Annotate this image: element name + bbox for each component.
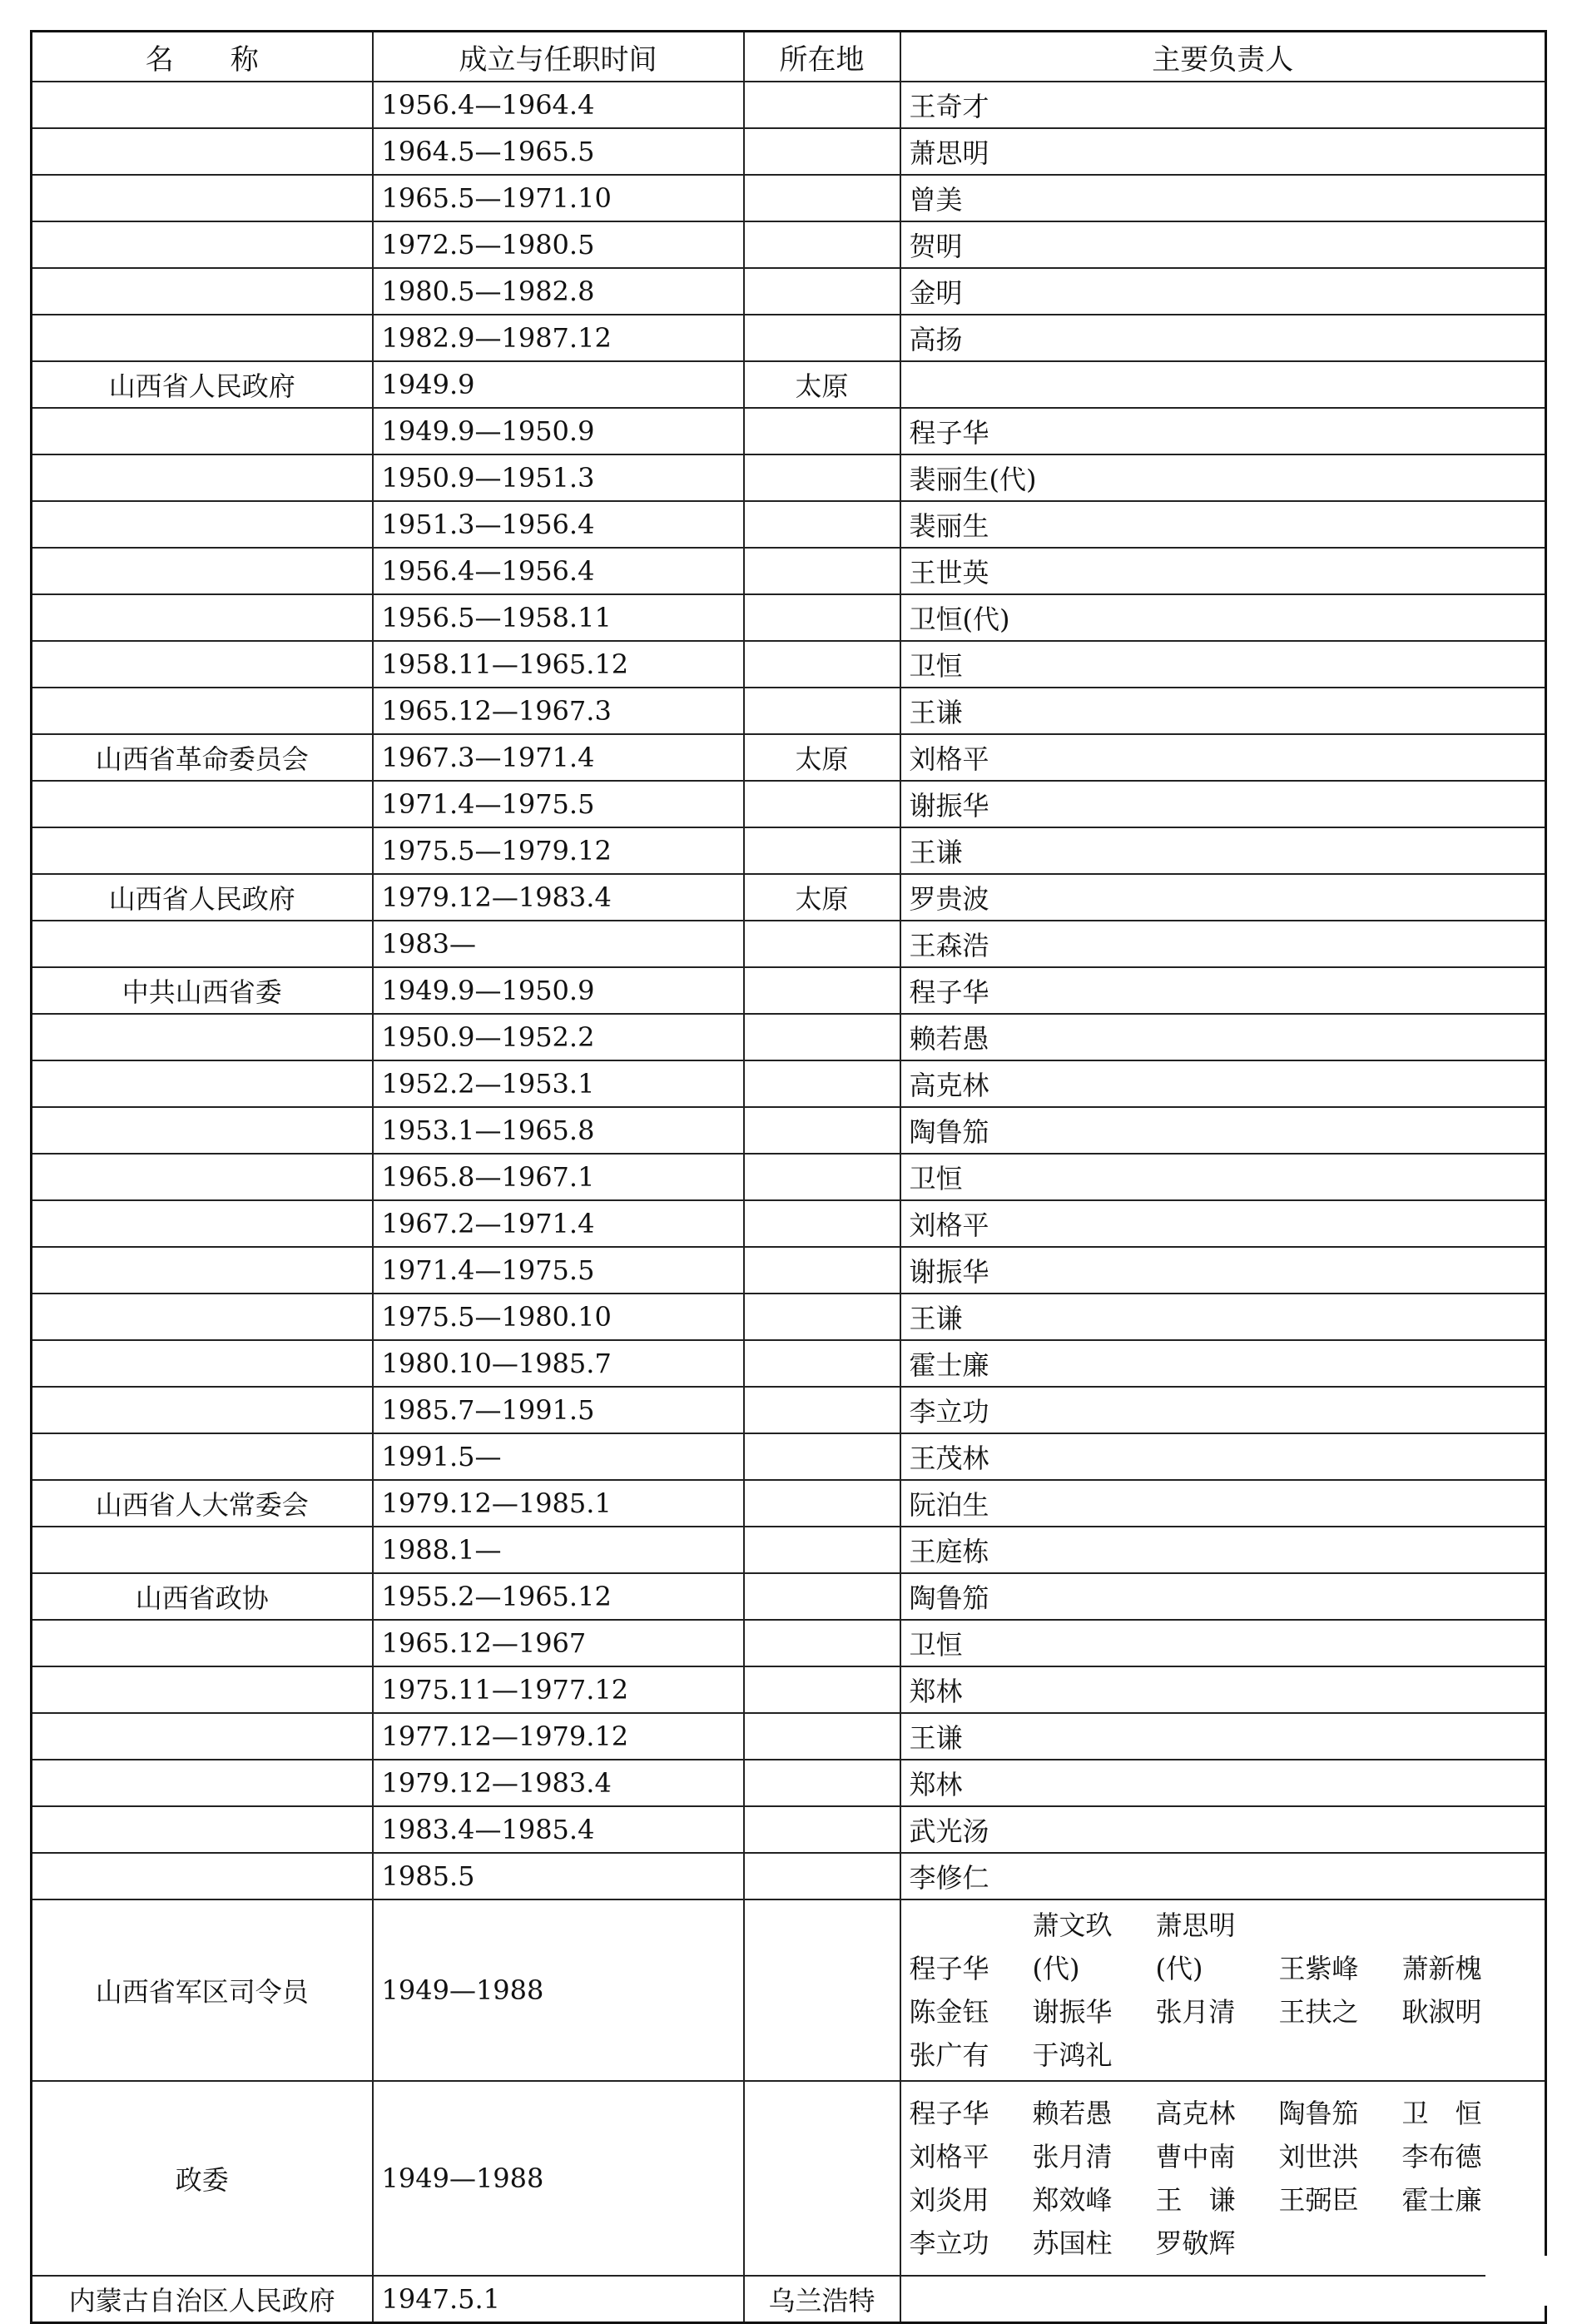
leader-name: 刘世洪 (1278, 2141, 1359, 2173)
cell-leaders (900, 408, 1546, 454)
cell-name (32, 221, 373, 268)
cell-leaders (900, 1527, 1546, 1573)
cell-location (744, 921, 900, 967)
leader-name: 郑效峰 (1032, 2184, 1113, 2216)
cell-leaders (900, 1666, 1546, 1713)
leader-name: 苏国柱 (1032, 2227, 1113, 2259)
cell-leaders (900, 1200, 1546, 1247)
cell-time: 1985.5 (373, 1853, 744, 1899)
cell-leaders (900, 82, 1546, 128)
cell-name: 山西省革命委员会 (32, 734, 373, 781)
cell-location (744, 1340, 900, 1387)
cell-time: 1965.12—1967 (373, 1620, 744, 1666)
cell-time: 1956.5—1958.11 (373, 594, 744, 641)
cell-leaders (900, 967, 1546, 1014)
cell-time: 1947.5.1 (373, 2276, 744, 2322)
leader-name: 刘炎用 (909, 2184, 989, 2216)
leader-name: 霍士廉 (1401, 2184, 1482, 2216)
cell-time: 1983.4—1985.4 (373, 1806, 744, 1853)
cell-location (744, 1899, 900, 2081)
cell-leaders (900, 688, 1546, 734)
table-row (32, 594, 1546, 641)
cell-name (32, 1853, 373, 1899)
cell-leaders (900, 128, 1546, 175)
table-row (32, 454, 1546, 501)
cell-location (744, 781, 900, 827)
cell-name (32, 688, 373, 734)
cell-location (744, 268, 900, 315)
cell-location (744, 82, 900, 128)
cell-name (32, 82, 373, 128)
leader-name: 卫恒 (909, 1629, 963, 1661)
cell-location (744, 1247, 900, 1294)
cell-leaders (900, 1806, 1546, 1853)
cell-time: 1975.5—1979.12 (373, 827, 744, 874)
leader-name: 程子华 (909, 417, 989, 449)
table-row (32, 874, 1546, 921)
leader-name: 程子华 (909, 976, 989, 1008)
cell-name (32, 1760, 373, 1806)
cell-name (32, 594, 373, 641)
cell-time: 1991.5— (373, 1433, 744, 1480)
cell-leaders (900, 874, 1546, 921)
table-header (32, 32, 1546, 82)
header-name: 名 称 (32, 32, 373, 82)
cell-leaders (900, 548, 1546, 594)
cell-leaders (900, 2081, 1546, 2276)
cell-name (32, 268, 373, 315)
table-row (32, 1760, 1546, 1806)
cell-time: 1975.11—1977.12 (373, 1666, 744, 1713)
cell-time: 1985.7—1991.5 (373, 1387, 744, 1433)
leader-name: 王森浩 (909, 930, 989, 961)
leader-name: 卫恒 (909, 1163, 963, 1194)
table-row (32, 1294, 1546, 1340)
cell-location (744, 1060, 900, 1107)
cell-time: 1964.5—1965.5 (373, 128, 744, 175)
table-row (32, 1666, 1546, 1713)
leader-name: 王茂林 (909, 1443, 989, 1474)
cell-time: 1956.4—1964.4 (373, 82, 744, 128)
cell-name (32, 1014, 373, 1060)
page-corner (1485, 2256, 1577, 2306)
cell-time: 1979.12—1985.1 (373, 1480, 744, 1527)
leader-name: 萧新槐 (1401, 1953, 1482, 1984)
table-row (32, 128, 1546, 175)
cell-leaders (900, 1573, 1546, 1620)
leader-name: 程子华 (909, 1953, 989, 1984)
table-row (32, 1806, 1546, 1853)
cell-location (744, 1573, 900, 1620)
leader-name: 赖若愚 (1032, 2098, 1113, 2129)
cell-location: 太原 (744, 874, 900, 921)
cell-name (32, 1806, 373, 1853)
table-row (32, 361, 1546, 408)
cell-location (744, 1760, 900, 1806)
leader-name: 郑林 (909, 1769, 963, 1800)
table-row (32, 2276, 1546, 2322)
cell-time: 1965.12—1967.3 (373, 688, 744, 734)
cell-time: 1980.5—1982.8 (373, 268, 744, 315)
cell-location (744, 1853, 900, 1899)
cell-location (744, 221, 900, 268)
table-row (32, 408, 1546, 454)
leader-name: 王 谦 (1155, 2184, 1236, 2216)
leader-name: 王谦 (909, 1303, 963, 1334)
cell-name (32, 1247, 373, 1294)
leader-name: 萧思明(代) (1155, 1909, 1236, 1984)
table-row (32, 221, 1546, 268)
cell-time: 1988.1— (373, 1527, 744, 1573)
leader-name: 李立功 (909, 2227, 989, 2259)
cell-name: 政委 (32, 2081, 373, 2276)
cell-leaders (900, 827, 1546, 874)
cell-time: 1975.5—1980.10 (373, 1294, 744, 1340)
cell-leaders (900, 2276, 1546, 2322)
leader-name: 王世英 (909, 557, 989, 588)
cell-location: 乌兰浩特 (744, 2276, 900, 2322)
table-row (32, 548, 1546, 594)
cell-location (744, 1527, 900, 1573)
cell-time: 1949.9—1950.9 (373, 967, 744, 1014)
table-row (32, 1107, 1546, 1154)
table-row (32, 1853, 1546, 1899)
table-row (32, 827, 1546, 874)
leader-name: 王紫峰 (1278, 1953, 1359, 1984)
cell-name (32, 1340, 373, 1387)
cell-name (32, 641, 373, 688)
cell-location (744, 408, 900, 454)
cell-leaders (900, 1853, 1546, 1899)
cell-location (744, 1433, 900, 1480)
leader-name: 于鸿礼 (1032, 2039, 1113, 2071)
table-row (32, 501, 1546, 548)
leader-name: 罗贵波 (909, 883, 989, 915)
cell-leaders (900, 594, 1546, 641)
table-row (32, 268, 1546, 315)
cell-location (744, 1200, 900, 1247)
cell-name (32, 315, 373, 361)
leader-name: 陶鲁笳 (909, 1582, 989, 1614)
cell-location (744, 548, 900, 594)
cell-time: 1967.3—1971.4 (373, 734, 744, 781)
cell-leaders (900, 1713, 1546, 1760)
cell-name (32, 1294, 373, 1340)
leader-name: 萧文玖(代) (1032, 1909, 1113, 1984)
leader-name: 张广有 (909, 2039, 989, 2071)
leader-name: 王庭栋 (909, 1536, 989, 1567)
cell-name (32, 1527, 373, 1573)
table-row (32, 82, 1546, 128)
cell-location (744, 1480, 900, 1527)
cell-name (32, 1154, 373, 1200)
leader-name: 卫恒 (909, 650, 963, 682)
leader-name: 谢振华 (1032, 1996, 1113, 2028)
cell-leaders (900, 781, 1546, 827)
cell-time: 1980.10—1985.7 (373, 1340, 744, 1387)
cell-time: 1949—1988 (373, 2081, 744, 2276)
cell-location (744, 1294, 900, 1340)
table-row (32, 1620, 1546, 1666)
cell-name (32, 128, 373, 175)
cell-time: 1971.4—1975.5 (373, 781, 744, 827)
leader-name: 金明 (909, 277, 963, 309)
leader-name: 王扶之 (1278, 1996, 1359, 2028)
table-row (32, 781, 1546, 827)
cell-time: 1950.9—1952.2 (373, 1014, 744, 1060)
leader-name: 阮泊生 (909, 1489, 989, 1521)
cell-location (744, 1107, 900, 1154)
cell-leaders (900, 1899, 1546, 2081)
cell-time: 1949.9 (373, 361, 744, 408)
cell-location (744, 501, 900, 548)
cell-time: 1967.2—1971.4 (373, 1200, 744, 1247)
cell-time: 1951.3—1956.4 (373, 501, 744, 548)
cell-location (744, 1713, 900, 1760)
cell-location (744, 1014, 900, 1060)
cell-time: 1949.9—1950.9 (373, 408, 744, 454)
header-row (32, 32, 1546, 82)
cell-location (744, 827, 900, 874)
cell-location (744, 128, 900, 175)
cell-time: 1965.5—1971.10 (373, 175, 744, 221)
cell-name (32, 454, 373, 501)
leader-name: 王谦 (909, 837, 963, 868)
leader-name: 刘格平 (909, 743, 989, 775)
cell-name: 内蒙古自治区人民政府 (32, 2276, 373, 2322)
cell-leaders (900, 454, 1546, 501)
leader-name: 王谦 (909, 1722, 963, 1754)
table-row (32, 1014, 1546, 1060)
table-row (32, 1387, 1546, 1433)
cell-time: 1977.12—1979.12 (373, 1713, 744, 1760)
leader-name: 曾美 (909, 184, 963, 216)
cell-time: 1958.11—1965.12 (373, 641, 744, 688)
header-leaders: 主要负责人 (900, 32, 1546, 82)
cell-name (32, 1060, 373, 1107)
cell-location (744, 1620, 900, 1666)
header-time: 成立与任职时间 (373, 32, 744, 82)
leader-name: 谢振华 (909, 790, 989, 822)
cell-location (744, 315, 900, 361)
leader-name: 武光汤 (909, 1815, 989, 1847)
cell-location (744, 1666, 900, 1713)
table-row (32, 1433, 1546, 1480)
table-row (32, 1247, 1546, 1294)
cell-name (32, 1713, 373, 1760)
cell-leaders (900, 501, 1546, 548)
leader-name: 高克林 (1155, 2098, 1236, 2129)
cell-leaders (900, 1433, 1546, 1480)
leadership-table (30, 30, 1547, 2324)
cell-location (744, 1806, 900, 1853)
cell-name (32, 1620, 373, 1666)
cell-name (32, 175, 373, 221)
table-row (32, 688, 1546, 734)
leader-name: 程子华 (909, 2098, 989, 2129)
cell-time: 1956.4—1956.4 (373, 548, 744, 594)
cell-name (32, 1107, 373, 1154)
cell-time: 1955.2—1965.12 (373, 1573, 744, 1620)
cell-leaders (900, 315, 1546, 361)
leader-name: 李修仁 (909, 1862, 989, 1894)
leader-name: 霍士廉 (909, 1349, 989, 1381)
cell-location (744, 967, 900, 1014)
leader-name: 耿淑明 (1401, 1996, 1482, 2028)
cell-name: 山西省政协 (32, 1573, 373, 1620)
cell-name (32, 1433, 373, 1480)
table-row (32, 1527, 1546, 1573)
cell-name (32, 408, 373, 454)
cell-time: 1982.9—1987.12 (373, 315, 744, 361)
cell-leaders (900, 1294, 1546, 1340)
cell-location (744, 175, 900, 221)
leader-name: 萧思明 (909, 137, 989, 169)
table-row (32, 734, 1546, 781)
table-row (32, 1060, 1546, 1107)
cell-time: 1971.4—1975.5 (373, 1247, 744, 1294)
leader-name: 赖若愚 (909, 1023, 989, 1055)
cell-leaders (900, 221, 1546, 268)
cell-leaders (900, 1340, 1546, 1387)
cell-leaders (900, 361, 1546, 408)
leader-name: 高克林 (909, 1070, 989, 1101)
leader-name: 刘格平 (909, 2141, 989, 2173)
cell-leaders (900, 1760, 1546, 1806)
cell-name (32, 548, 373, 594)
cell-time: 1965.8—1967.1 (373, 1154, 744, 1200)
table-row (32, 2081, 1546, 2276)
cell-name (32, 1200, 373, 1247)
cell-leaders (900, 1107, 1546, 1154)
table-row (32, 1154, 1546, 1200)
header-location: 所在地 (744, 32, 900, 82)
cell-leaders (900, 1620, 1546, 1666)
cell-leaders (900, 1480, 1546, 1527)
cell-location (744, 688, 900, 734)
cell-location (744, 641, 900, 688)
leader-name: 陶鲁笳 (1278, 2098, 1359, 2129)
leader-name: 王谦 (909, 697, 963, 728)
cell-leaders (900, 1014, 1546, 1060)
cell-name (32, 1387, 373, 1433)
cell-location (744, 2081, 900, 2276)
cell-time: 1983— (373, 921, 744, 967)
cell-time: 1979.12—1983.4 (373, 874, 744, 921)
leader-name: 李立功 (909, 1396, 989, 1428)
leader-name: 谢振华 (909, 1256, 989, 1288)
cell-time: 1953.1—1965.8 (373, 1107, 744, 1154)
cell-name: 中共山西省委 (32, 967, 373, 1014)
leader-name: 曹中南 (1155, 2141, 1236, 2173)
table-row (32, 1573, 1546, 1620)
leader-name: 陈金钰 (909, 1996, 989, 2028)
cell-name (32, 921, 373, 967)
cell-time: 1950.9—1951.3 (373, 454, 744, 501)
cell-time: 1952.2—1953.1 (373, 1060, 744, 1107)
leader-name: 王弼臣 (1278, 2184, 1359, 2216)
cell-name: 山西省人民政府 (32, 874, 373, 921)
leader-name: 贺明 (909, 231, 963, 262)
leader-name: 裴丽生 (909, 510, 989, 542)
leader-name: 裴丽生(代) (909, 464, 1037, 495)
cell-leaders (900, 734, 1546, 781)
table-row (32, 641, 1546, 688)
table-row (32, 1899, 1546, 2081)
cell-name (32, 781, 373, 827)
leader-name: 卫 恒 (1401, 2098, 1482, 2129)
leader-name: 李布德 (1401, 2141, 1482, 2173)
cell-leaders (900, 268, 1546, 315)
table-row (32, 921, 1546, 967)
leader-name: 王奇才 (909, 91, 989, 122)
cell-location: 太原 (744, 734, 900, 781)
leader-name: 陶鲁笳 (909, 1116, 989, 1148)
leader-name: 张月清 (1155, 1996, 1236, 2028)
cell-leaders (900, 175, 1546, 221)
cell-leaders (900, 1060, 1546, 1107)
cell-location (744, 1387, 900, 1433)
cell-location: 太原 (744, 361, 900, 408)
leader-name: 卫恒(代) (909, 603, 1010, 635)
cell-time: 1972.5—1980.5 (373, 221, 744, 268)
cell-leaders (900, 641, 1546, 688)
cell-name: 山西省人民政府 (32, 361, 373, 408)
cell-location (744, 454, 900, 501)
cell-name: 山西省军区司令员 (32, 1899, 373, 2081)
cell-time: 1949—1988 (373, 1899, 744, 2081)
table-row (32, 967, 1546, 1014)
cell-leaders (900, 1154, 1546, 1200)
cell-leaders (900, 921, 1546, 967)
leader-name: 高扬 (909, 324, 963, 355)
table-row (32, 1713, 1546, 1760)
table-row (32, 1340, 1546, 1387)
table-body (32, 82, 1546, 2322)
leader-name: 罗敬辉 (1155, 2227, 1236, 2259)
table-row (32, 1480, 1546, 1527)
cell-location (744, 1154, 900, 1200)
table-row (32, 315, 1546, 361)
table-row (32, 175, 1546, 221)
leader-name: 刘格平 (909, 1209, 989, 1241)
leader-name: 郑林 (909, 1676, 963, 1707)
cell-name (32, 827, 373, 874)
table-row (32, 1200, 1546, 1247)
cell-name (32, 501, 373, 548)
cell-name (32, 1666, 373, 1713)
leader-name: 张月清 (1032, 2141, 1113, 2173)
cell-time: 1979.12—1983.4 (373, 1760, 744, 1806)
cell-leaders (900, 1247, 1546, 1294)
cell-leaders (900, 1387, 1546, 1433)
cell-location (744, 594, 900, 641)
cell-name: 山西省人大常委会 (32, 1480, 373, 1527)
